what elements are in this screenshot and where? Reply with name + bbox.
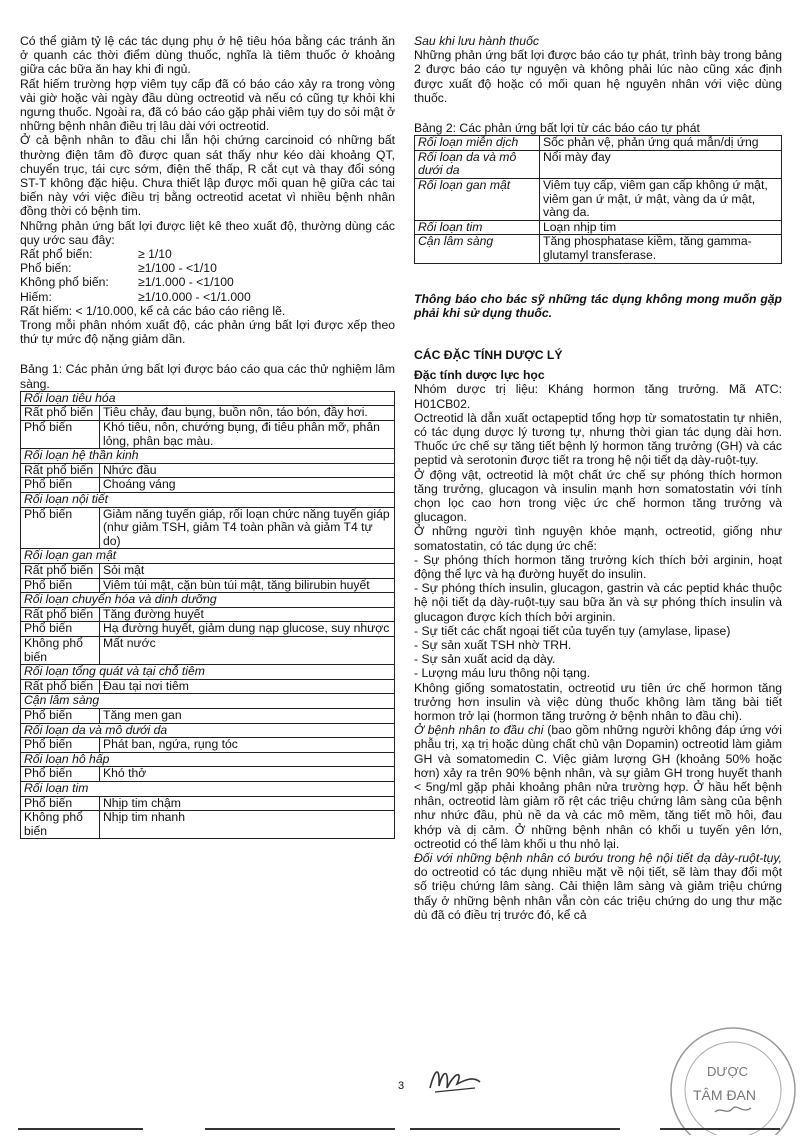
- paragraph: Không giống somatostatin, octreotid ưu tiên ức chế hormon tăng trưởng hơn insulin và việc dùng thuốc không làm tăng bài tiết hormon trở lại (hormon tăng trưởng ở bệnh nhân to đầu chi).: [414, 680, 782, 724]
- bottom-rule: [410, 1128, 620, 1130]
- table-row: [21, 622, 395, 637]
- frequency-term: Phổ biến:: [20, 261, 72, 276]
- table-cell-frequency: Không phổ biến: [21, 811, 100, 839]
- table-row: [21, 463, 395, 478]
- table-row: [21, 781, 395, 796]
- table-row: [21, 607, 395, 622]
- table-row: [21, 767, 395, 782]
- table-row: [21, 679, 395, 694]
- table-cell-frequency: Phổ biến: [21, 622, 100, 637]
- paragraph: Ở cả bệnh nhân to đầu chi lẫn hội chứng carcinoid có những bất thường điện tâm đồ được quan sát thấy như kéo dài khoảng QT, chuyển trục, tái cực sớm, điện thế thấp, R cắt cụt và thay đổi sóng ST-T không đặc hiệu. Chưa thiết lập được mối quan hệ giữa các tai biến này với việc điều trị bằng octreotid acetat vì nhiều bệnh nhân đồng thời có bệnh tim.: [20, 133, 395, 219]
- table-cell-reaction: Tiêu chảy, đau bụng, buồn nôn, táo bón, đầy hơi.: [100, 406, 395, 421]
- left-column: [20, 34, 395, 839]
- table-cell-frequency: Phổ biến: [21, 738, 100, 753]
- table-row: [21, 391, 395, 406]
- bullet-item: - Lượng máu lưu thông nội tạng.: [414, 666, 591, 681]
- table-category: Rối loạn gan mật: [21, 549, 395, 564]
- subheading: Đặc tính dược lực học: [414, 368, 545, 383]
- table-cell-frequency: Rất phổ biến: [21, 679, 100, 694]
- paragraph: Nhóm dược trị liệu: Kháng hormon tăng trưởng. Mã ATC: H01CB02.: [414, 382, 782, 411]
- table-cell-reaction: Nhức đầu: [100, 463, 395, 478]
- paragraph: Ở những người tình nguyện khỏe mạnh, octreotid, giống như somatostatin, có tác dụng ức chế:: [414, 524, 782, 553]
- table-cell-category: Rối loạn da và mô dưới da: [415, 150, 540, 178]
- table-cell-frequency: Rất phổ biến: [21, 406, 100, 421]
- table-cell-reaction: Hạ đường huyết, giảm dung nạp glucose, suy nhược: [100, 622, 395, 637]
- stamp-line-2: TÂM ĐAN: [693, 1087, 756, 1103]
- bullet-item: - Sự tiết các chất ngoại tiết của tuyến tụy (amylase, lipase): [414, 623, 731, 638]
- frequency-value: ≥1/100 - <1/10: [138, 261, 217, 276]
- table-row: [21, 665, 395, 680]
- table-cell-reaction: Viêm tụy cấp, viêm gan cấp không ứ mật, viêm gan ứ mật, ứ mật, vàng da ứ mật, vàng da.: [540, 179, 782, 221]
- frequency-term: Hiếm:: [20, 289, 52, 304]
- paragraph: Octreotid là dẫn xuất octapeptid tổng hợp từ somatostatin tự nhiên, có tác dụng dược lý tương tự, nhưng thời gian tác dụng dài hơn. Thuốc ức chế sự tăng tiết bệnh lý hormon tăng trưởng (GH) và các peptid và serotonin được tiết ra trong hệ nội tiết dạ dày-ruột-tụy.: [414, 410, 782, 468]
- table-cell-category: Cận lâm sàng: [415, 235, 540, 263]
- table-row: [21, 708, 395, 723]
- table-cell-reaction: Tăng phosphatase kiềm, tăng gamma-glutamyl transferase.: [540, 235, 782, 263]
- table-cell-category: Rối loạn miễn dịch: [415, 136, 540, 151]
- paragraph: Những phản ứng bất lợi được báo cáo tự phát, trình bày trong bảng 2 được báo cáo tự nguyện và không phải lúc nào cũng xác định được xuất độ hoặc có mối quan hệ nguyên nhân với việc dùng thuốc.: [414, 48, 782, 105]
- table-cell-frequency: Rất phổ biến: [21, 564, 100, 579]
- paragraph-text: (bao gồm những người không đáp ứng với phẫu trị, xạ trị hoặc dùng chất chủ vận Dopamin) octreotid làm giảm GH và somatomedin C. Việc giảm lượng GH (khoảng 50% hoặc hơn) xảy ra trên 90% bệnh nhân, và sự giảm GH trong huyết thanh < 5ng/ml gặp phải khoảng phân nửa trường hợp. Ở hầu hết bệnh nhân, octreotid làm giảm rõ rệt các triệu chứng lâm sàng của bệnh như nhức đầu, phù nề da và các mô mềm, tăng tiết mồ hôi, đau khớp và dị cảm. Ở những bệnh nhân có khối u tuyến yên lớn, octreotid có thể làm khối u thu nhỏ lại.: [414, 723, 783, 851]
- bullet-item: - Sự sản xuất acid dạ dày.: [414, 652, 556, 667]
- table-row: [415, 136, 782, 151]
- table-row: [21, 507, 395, 549]
- table-row: [21, 796, 395, 811]
- frequency-rare: Rất hiếm: < 1/10.000, kể cả các báo cáo riêng lẽ.: [20, 303, 286, 318]
- bullet-list: [414, 553, 782, 681]
- table-cell-category: Rối loạn tim: [415, 220, 540, 235]
- table-cell-frequency: Không phổ biến: [21, 636, 100, 664]
- table-caption: Bảng 2: Các phản ứng bất lợi từ các báo cáo tự phát: [414, 121, 700, 136]
- adverse-reactions-table-1: [20, 391, 395, 839]
- table-row: [21, 636, 395, 664]
- table-row: [21, 811, 395, 839]
- table-cell-frequency: Phổ biến: [21, 796, 100, 811]
- table-cell-frequency: Rất phổ biến: [21, 607, 100, 622]
- table-cell-reaction: Nổi mày đay: [540, 150, 782, 178]
- paragraph: [414, 723, 782, 851]
- table-cell-reaction: Khó tiêu, nôn, chướng bụng, đi tiêu phân mỡ, phân lỏng, phân bạc màu.: [100, 421, 395, 449]
- table-cell-reaction: Tăng men gan: [100, 708, 395, 723]
- table-row: [21, 738, 395, 753]
- section-heading: CÁC ĐẶC TÍNH DƯỢC LÝ: [414, 347, 563, 362]
- table-category: Cận lâm sàng: [21, 694, 395, 709]
- paragraph: Trong mỗi phân nhóm xuất độ, các phản ứng bất lợi được xếp theo thứ tự mức độ nặng giảm dần.: [20, 318, 395, 347]
- table-cell-category: Rối loạn gan mật: [415, 179, 540, 221]
- table-row: [21, 478, 395, 493]
- table-category: Rối loạn tổng quát và tại chỗ tiêm: [21, 665, 395, 680]
- table-cell-reaction: Mất nước: [100, 636, 395, 664]
- table-category: Rối loạn tim: [21, 781, 395, 796]
- section-subtitle: Sau khi lưu hành thuốc: [414, 34, 539, 48]
- bottom-rule: [660, 1128, 780, 1130]
- bottom-rule: [18, 1128, 143, 1130]
- adverse-reactions-table-2: [414, 135, 782, 263]
- table-row: [21, 406, 395, 421]
- table-cell-reaction: Sốc phản vệ, phản ứng quá mẫn/dị ứng: [540, 136, 782, 151]
- paragraph: Có thể giảm tỷ lệ các tác dụng phụ ở hệ tiêu hóa bằng các tránh ăn ở quanh các thời điểm dùng thuốc, nghĩa là tiêm thuốc ở khoảng giữa các bữa ăn hay khi đi ngủ.: [20, 34, 395, 77]
- table-row: [21, 549, 395, 564]
- notice-text: Thông báo cho bác sỹ những tác dụng không mong muốn gặp phải khi sử dụng thuốc.: [414, 291, 782, 320]
- frequency-term: Rất phổ biến:: [20, 247, 93, 262]
- table-cell-reaction: Giảm năng tuyến giáp, rối loạn chức năng tuyến giáp (như giảm TSH, giảm T4 toàn phần và giảm T4 tự do): [100, 507, 395, 549]
- table-row: [415, 220, 782, 235]
- table-row: [21, 493, 395, 508]
- table-row: [21, 593, 395, 608]
- table-row: [21, 449, 395, 464]
- table-row: [415, 179, 782, 221]
- table-cell-frequency: Phổ biến: [21, 578, 100, 593]
- bullet-item: - Sự phóng thích hormon tăng trưởng kích thích bởi arginin, hoạt động thể lực và hạ đường huyết do insulin.: [414, 552, 782, 582]
- table-cell-frequency: Phổ biến: [21, 708, 100, 723]
- frequency-value: ≥1/10.000 - <1/1.000: [138, 289, 251, 304]
- frequency-value: ≥ 1/10: [138, 247, 172, 262]
- table-caption: Bảng 1: Các phản ứng bất lợi được báo cáo qua các thử nghiệm lâm sàng.: [20, 362, 395, 391]
- table-category: Rối loạn nội tiết: [21, 493, 395, 508]
- table-cell-reaction: Khó thở: [100, 767, 395, 782]
- table-cell-reaction: Đau tại nơi tiêm: [100, 679, 395, 694]
- italic-lead: Ở bệnh nhân to đầu chi: [414, 723, 544, 738]
- table-category: Rối loạn tiêu hóa: [21, 391, 395, 406]
- bottom-rule: [205, 1128, 395, 1130]
- table-cell-frequency: Phổ biến: [21, 767, 100, 782]
- table-cell-reaction: Loạn nhịp tim: [540, 220, 782, 235]
- table-cell-frequency: Phổ biến: [21, 507, 100, 549]
- table-row: [21, 578, 395, 593]
- bullet-item: - Sự phóng thích insulin, glucagon, gastrin và các peptid khác thuộc hệ nội tiết dạ dày-ruột-tụy sau bữa ăn và sự phóng thích insulin và glucagon được kích thích bởi arginin.: [414, 581, 782, 624]
- paragraph-text: do octreotid có tác dụng nhiều mặt về nội tiết, sẽ làm thay đổi một số triệu chứng lâm sàng. Cải thiện lâm sàng và giảm triệu chứng thấy ở những bệnh nhân vẫn còn các triệu chứng do ung thư mặc dù đã có điều trị trước đó, kể cả: [414, 865, 782, 922]
- signature-icon: [425, 1058, 485, 1098]
- table-cell-frequency: Phổ biến: [21, 478, 100, 493]
- table-category: Rối loạn hệ thần kinh: [21, 449, 395, 464]
- table-cell-reaction: Phát ban, ngứa, rụng tóc: [100, 738, 395, 753]
- table-category: Rối loạn da và mô dưới da: [21, 723, 395, 738]
- table-row: [21, 564, 395, 579]
- table-category: Rối loạn chuyển hóa và dinh dưỡng: [21, 593, 395, 608]
- table-cell-frequency: Phổ biến: [21, 421, 100, 449]
- right-column: [414, 34, 782, 922]
- table-cell-reaction: Viêm túi mật, cặn bùn túi mật, tăng bilirubin huyết: [100, 578, 395, 593]
- table-cell-reaction: Sỏi mật: [100, 564, 395, 579]
- stamp-line-1: DƯỢC: [707, 1064, 749, 1079]
- table-category: Rối loạn hô hấp: [21, 752, 395, 767]
- bullet-item: - Sự sản xuất TSH nhờ TRH.: [414, 638, 572, 653]
- page-number: 3: [398, 1080, 405, 1092]
- table-row: [21, 421, 395, 449]
- table-cell-frequency: Rất phổ biến: [21, 463, 100, 478]
- frequency-legend: [20, 247, 395, 318]
- frequency-term: Không phổ biến:: [20, 275, 109, 290]
- company-stamp-icon: [655, 1020, 800, 1135]
- italic-lead: Đối với những bệnh nhân có bướu trong hệ nội tiết dạ dày-ruột-tụy,: [414, 851, 782, 866]
- table-row: [21, 752, 395, 767]
- table-cell-reaction: Nhịp tim nhanh: [100, 811, 395, 839]
- table-row: [21, 694, 395, 709]
- table-cell-reaction: Nhịp tim chậm: [100, 796, 395, 811]
- table-row: [415, 150, 782, 178]
- frequency-value: ≥1/1.000 - <1/100: [138, 275, 234, 290]
- paragraph: [414, 851, 782, 922]
- table-row: [415, 235, 782, 263]
- paragraph: Rất hiếm trường hợp viêm tụy cấp đã có báo cáo xảy ra trong vòng vài giờ hoặc vài ngày đầu dùng octreotid và nếu có cũng tự khỏi khi ngưng thuốc. Ngoài ra, đã có báo cáo gặp phải viêm tụy do sỏi mật ở những bệnh nhân điều trị lâu dài với octreotid.: [20, 76, 395, 134]
- table-cell-reaction: Choáng váng: [100, 478, 395, 493]
- paragraph: Ở động vật, octreotid là một chất ức chế sự phóng thích hormon tăng trưởng, glucagon và insulin mạnh hơn somatostatin với tính chọn lọc cao hơn trong việc ức chế hormon tăng trưởng và glucagon.: [414, 467, 782, 525]
- table-cell-reaction: Tăng đường huyết: [100, 607, 395, 622]
- table-row: [21, 723, 395, 738]
- paragraph: Những phản ứng bất lợi được liệt kê theo xuất độ, thường dùng các quy ước sau đây:: [20, 218, 395, 247]
